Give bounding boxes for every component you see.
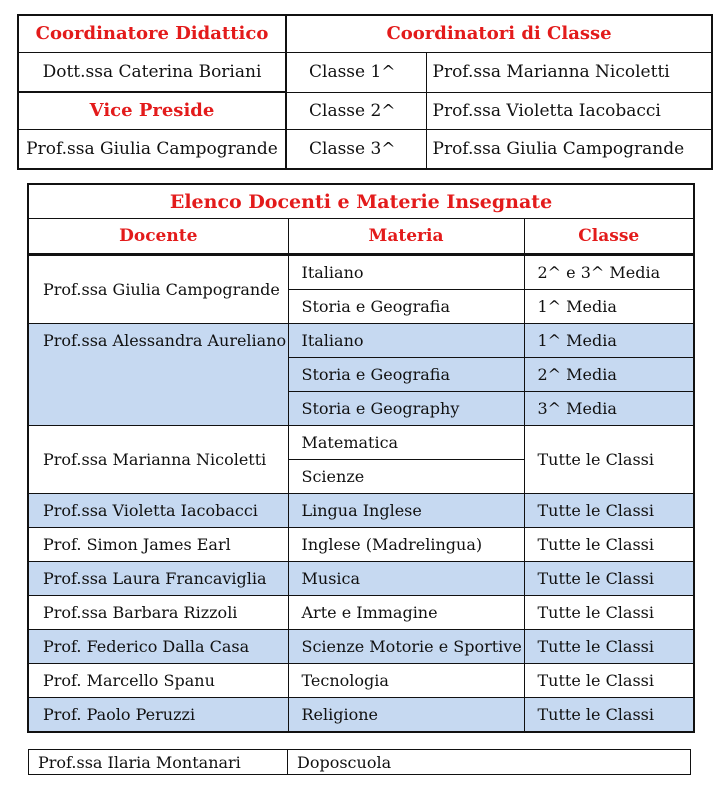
subject: Doposcuola bbox=[288, 750, 691, 775]
table-row bbox=[29, 750, 691, 775]
class: 1^ Media bbox=[524, 324, 694, 358]
subject: Storia e Geografia bbox=[288, 290, 524, 324]
teacher-name: Prof.ssa Barbara Rizzoli bbox=[28, 596, 288, 630]
subject: Arte e Immagine bbox=[288, 596, 524, 630]
class: Tutte le Classi bbox=[524, 664, 694, 698]
column-header-teacher: Docente bbox=[28, 219, 288, 255]
subject: Storia e Geografia bbox=[288, 358, 524, 392]
subject: Musica bbox=[288, 562, 524, 596]
class: Tutte le Classi bbox=[524, 426, 694, 494]
class: Tutte le Classi bbox=[524, 562, 694, 596]
coordinators-table bbox=[17, 14, 713, 170]
table-row bbox=[28, 255, 694, 290]
table-row bbox=[28, 664, 694, 698]
subject: Lingua Inglese bbox=[288, 494, 524, 528]
class: Tutte le Classi bbox=[524, 596, 694, 630]
teacher-name: Prof. Marcello Spanu bbox=[28, 664, 288, 698]
subject: Italiano bbox=[288, 324, 524, 358]
didactic-coordinator-name: Dott.ssa Caterina Boriani bbox=[18, 52, 286, 92]
class-coordinator: Prof.ssa Giulia Campogrande bbox=[426, 129, 712, 169]
subject: Scienze Motorie e Sportive bbox=[288, 630, 524, 664]
subject: Storia e Geography bbox=[288, 392, 524, 426]
teacher-name: Prof.ssa Marianna Nicoletti bbox=[28, 426, 288, 494]
class: 2^ e 3^ Media bbox=[524, 255, 694, 290]
table-row bbox=[28, 596, 694, 630]
teacher-name: Prof. Paolo Peruzzi bbox=[28, 698, 288, 733]
teacher-name: Prof.ssa Alessandra Aureliano bbox=[28, 324, 288, 426]
class-coordinator: Prof.ssa Violetta Iacobacci bbox=[426, 92, 712, 129]
vice-preside-title: Vice Preside bbox=[18, 92, 286, 129]
table-row bbox=[28, 426, 694, 460]
class-label: Classe 1^ bbox=[286, 52, 426, 92]
class: 2^ Media bbox=[524, 358, 694, 392]
table-row bbox=[28, 698, 694, 733]
vice-preside-name: Prof.ssa Giulia Campogrande bbox=[18, 129, 286, 169]
teacher-name: Prof.ssa Giulia Campogrande bbox=[28, 255, 288, 324]
class-label: Classe 3^ bbox=[286, 129, 426, 169]
didactic-coordinator-title: Coordinatore Didattico bbox=[18, 15, 286, 52]
teacher-name: Prof. Simon James Earl bbox=[28, 528, 288, 562]
class-label: Classe 2^ bbox=[286, 92, 426, 129]
table-row bbox=[28, 562, 694, 596]
column-header-subject: Materia bbox=[288, 219, 524, 255]
subject: Religione bbox=[288, 698, 524, 733]
teacher-name: Prof.ssa Violetta Iacobacci bbox=[28, 494, 288, 528]
teacher-name: Prof.ssa Laura Francaviglia bbox=[28, 562, 288, 596]
subject: Tecnologia bbox=[288, 664, 524, 698]
extra-activity-table bbox=[28, 749, 691, 775]
class: Tutte le Classi bbox=[524, 528, 694, 562]
subject: Matematica bbox=[288, 426, 524, 460]
subject: Italiano bbox=[288, 255, 524, 290]
class: Tutte le Classi bbox=[524, 630, 694, 664]
class: Tutte le Classi bbox=[524, 494, 694, 528]
table-row bbox=[28, 528, 694, 562]
class: 1^ Media bbox=[524, 290, 694, 324]
class: Tutte le Classi bbox=[524, 698, 694, 733]
class: 3^ Media bbox=[524, 392, 694, 426]
staff-table bbox=[27, 183, 695, 733]
table-row bbox=[28, 630, 694, 664]
staff-table-title: Elenco Docenti e Materie Insegnate bbox=[28, 184, 694, 219]
subject: Scienze bbox=[288, 460, 524, 494]
table-row bbox=[28, 324, 694, 358]
teacher-name: Prof. Federico Dalla Casa bbox=[28, 630, 288, 664]
class-coordinators-title: Coordinatori di Classe bbox=[286, 15, 712, 52]
subject: Inglese (Madrelingua) bbox=[288, 528, 524, 562]
class-coordinator: Prof.ssa Marianna Nicoletti bbox=[426, 52, 712, 92]
table-row bbox=[28, 494, 694, 528]
teacher-name: Prof.ssa Ilaria Montanari bbox=[29, 750, 288, 775]
column-header-class: Classe bbox=[524, 219, 694, 255]
